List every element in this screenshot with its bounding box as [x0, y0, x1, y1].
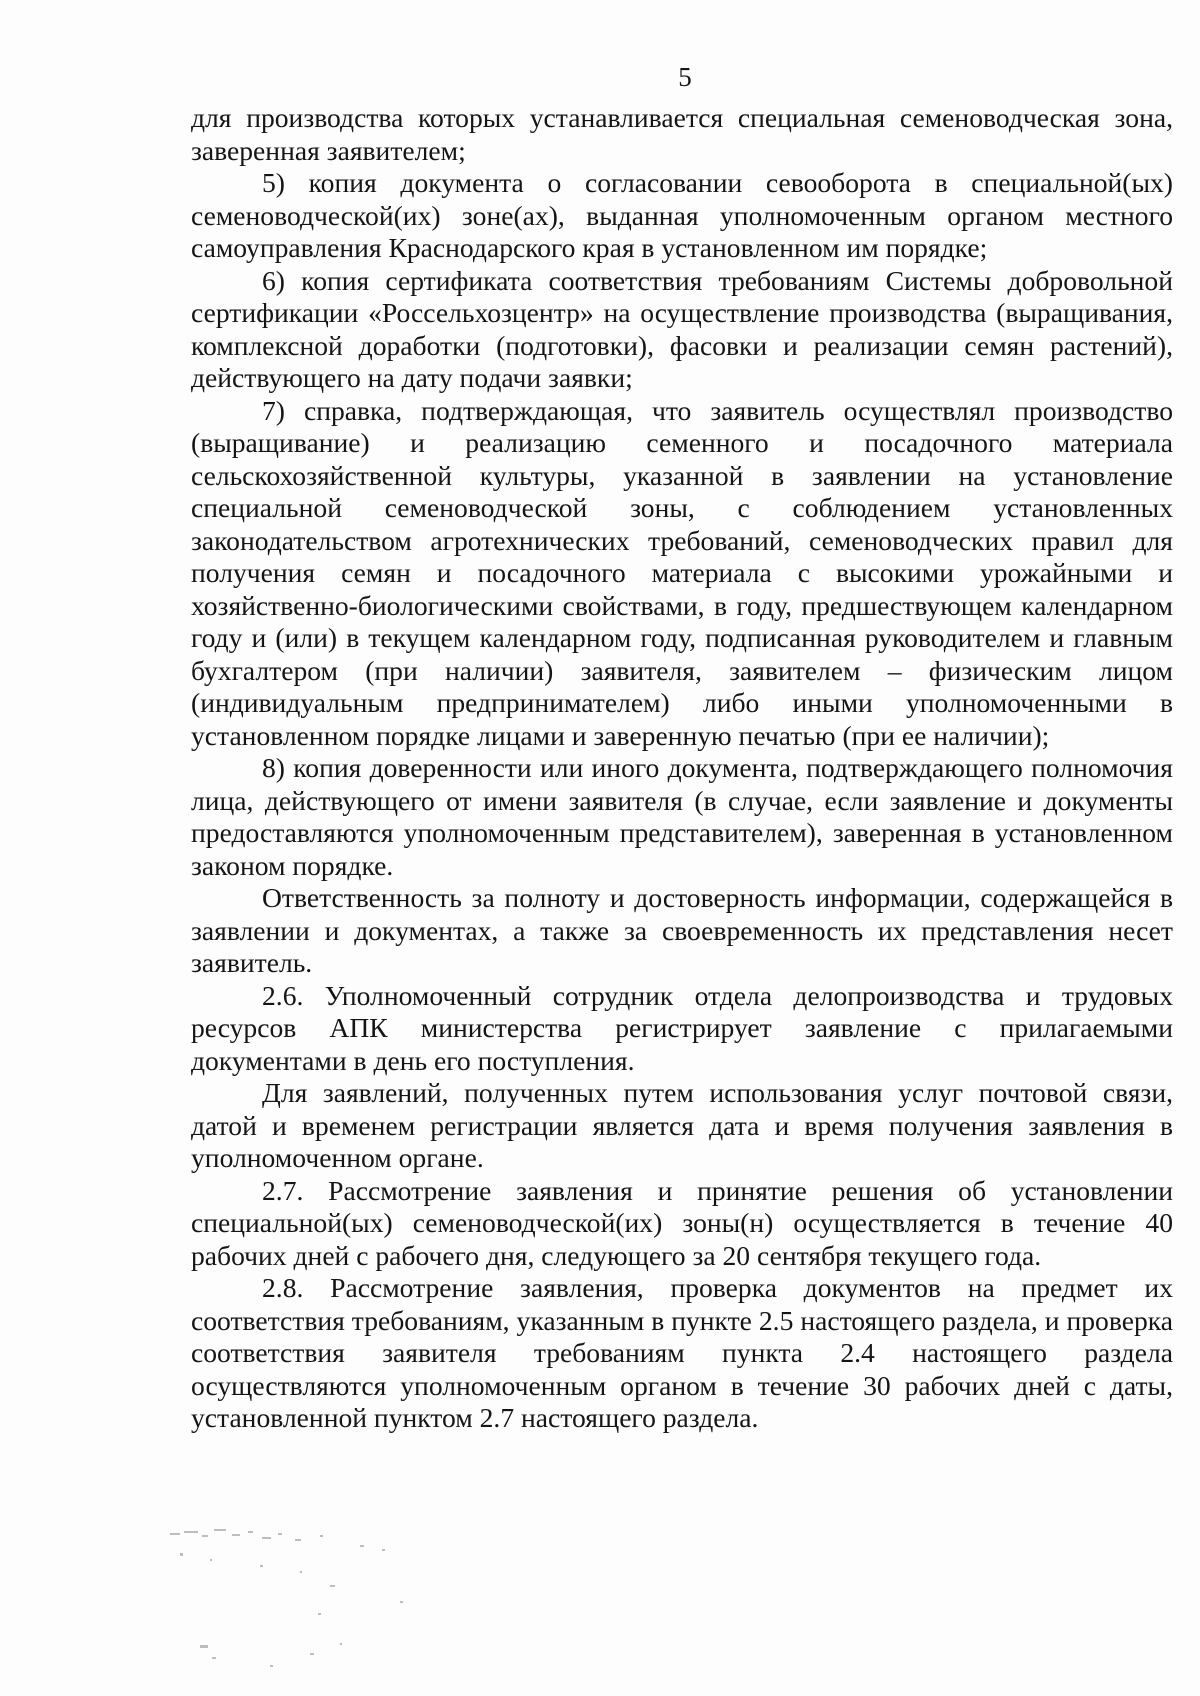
paragraph-responsibility: Ответственность за полноту и достоверность информации, содержащейся в заявлении и документах, а также за своевременность их представления несет заявитель.: [191, 882, 1173, 978]
paragraph-item-6: 6) копия сертификата соответствия требованиям Системы добровольной сертификации «Россельхозцентр» на осуществление производства (выращивания, комплексной доработки (подготовки), фасовки и реализации семян растений), действующего на дату подачи заявки;: [191, 264, 1173, 393]
paragraph-item-7: 7) справка, подтверждающая, что заявитель осуществлял производство (выращивание) и реализацию семенного и посадочного материала сельскохозяйственной культуры, указанной в заявлении на установление специальной семеноводческой зоны, с соблюдением установленных законодательством агротехнических требований, семеноводческих правил для получения семян и посадочного материала с высокими урожайными и хозяйственно-биологическими свойствами, в году, предшествующем календарном году и (или) в текущем календарном году, подписанная руководителем и главным бухгалтером (при наличии) заявителя, заявителем – физическим лицом (индивидуальным предпринимателем) либо иными уполномоченными в установленном порядке лицами и заверенную печатью (при ее наличии);: [191, 394, 1173, 751]
document-body: [191, 102, 1173, 1435]
paragraph-2-7: 2.7. Рассмотрение заявления и принятие решения об установлении специальной(ых) семеноводческой(их) зоны(н) осуществляется в течение 40 рабочих дней с рабочего дня, следующего за 20 сентября текущего года.: [191, 1174, 1173, 1271]
paragraph-2-6: 2.6. Уполномоченный сотрудник отдела делопроизводства и трудовых ресурсов АПК министерства регистрирует заявление с прилагаемыми документами в день его поступления.: [191, 979, 1173, 1076]
page-number: 5: [678, 62, 692, 92]
scan-artifacts: [150, 1525, 510, 1695]
paragraph-2-8: 2.8. Рассмотрение заявления, проверка документов на предмет их соответствия требованиям, указанным в пункте 2.5 настоящего раздела, и проверка соответствия заявителя требованиям пункта 2.4 настоящего раздела осуществляются уполномоченным органом в течение 30 рабочих дней с даты, установленной пунктом 2.7 настоящего раздела.: [191, 1272, 1173, 1433]
paragraph-item-5: 5) копия документа о согласовании севооборота в специальной(ых) семеноводческой(их) зоне(ах), выданная уполномоченным органом местного самоуправления Краснодарского края в установленном им порядке;: [191, 167, 1173, 263]
paragraph-postal-applications: Для заявлений, полученных путем использования услуг почтовой связи, датой и временем регистрации является дата и время получения заявления в уполномоченном органе.: [191, 1077, 1173, 1173]
paragraph-continuation: для производства которых устанавливается специальная семеноводческая зона, заверенная заявителем;: [191, 102, 1173, 166]
paragraph-item-8: 8) копия доверенности или иного документа, подтверждающего полномочия лица, действующего от имени заявителя (в случае, если заявление и документы предоставляются уполномоченным представителем), заверенная в установленном законом порядке.: [191, 752, 1173, 881]
